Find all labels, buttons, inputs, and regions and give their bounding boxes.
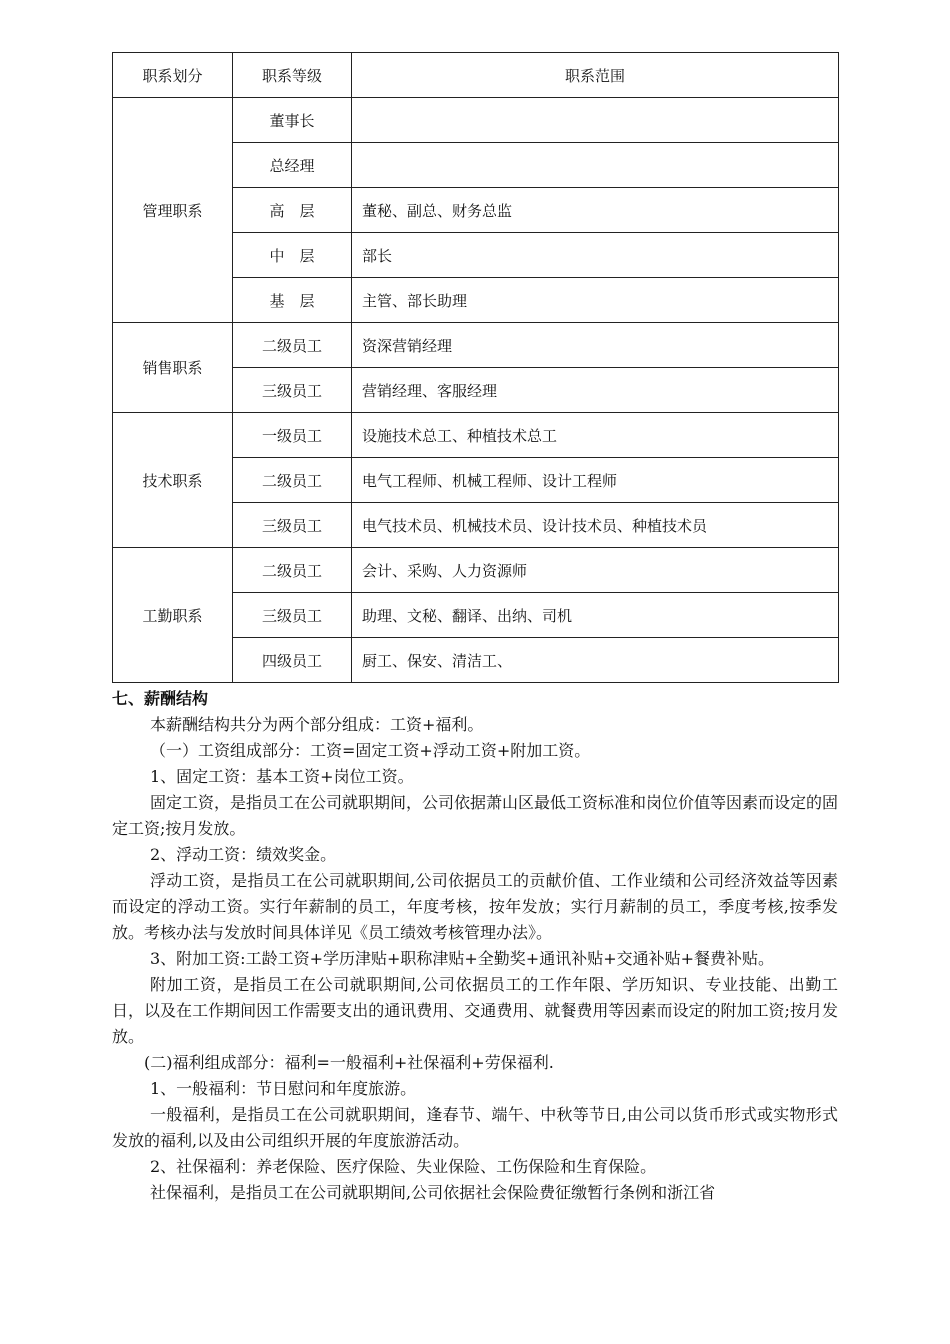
- level-cell: 总经理: [233, 143, 352, 188]
- scope-cell: 资深营销经理: [352, 323, 839, 368]
- division-cell: 工勤职系: [113, 548, 233, 683]
- scope-cell: 助理、文秘、翻译、出纳、司机: [352, 593, 839, 638]
- scope-cell: [352, 143, 839, 188]
- paragraph: 社保福利，是指员工在公司就职期间,公司依据社会保险费征缴暂行条例和浙江省: [150, 1183, 716, 1202]
- table-header-row: [113, 53, 839, 98]
- scope-cell: 部长: [352, 233, 839, 278]
- header-scope: 职系范围: [352, 53, 839, 98]
- header-level: 职系等级: [233, 53, 352, 98]
- table-row: [113, 323, 839, 368]
- paragraph: 1、固定工资：基本工资+岗位工资。: [150, 767, 414, 786]
- scope-cell: 董秘、副总、财务总监: [352, 188, 839, 233]
- paragraph: 固定工资，是指员工在公司就职期间，公司依据萧山区最低工资标准和岗位价值等因素而设定的固定工资;按月发放。: [112, 793, 839, 838]
- level-cell: 四级员工: [233, 638, 352, 683]
- division-cell: 销售职系: [113, 323, 233, 413]
- scope-cell: 主管、部长助理: [352, 278, 839, 323]
- paragraph: 本薪酬结构共分为两个部分组成：工资+福利。: [150, 715, 484, 734]
- paragraph: 2、浮动工资：绩效奖金。: [150, 845, 337, 864]
- table-row: [113, 413, 839, 458]
- header-division: 职系划分: [113, 53, 233, 98]
- scope-cell: 会计、采购、人力资源师: [352, 548, 839, 593]
- scope-cell: 设施技术总工、种植技术总工: [352, 413, 839, 458]
- paragraph: 一般福利，是指员工在公司就职期间，逢春节、端午、中秋等节日,由公司以货币形式或实物形式发放的福利,以及由公司组织开展的年度旅游活动。: [112, 1105, 838, 1150]
- scope-cell: 电气技术员、机械技术员、设计技术员、种植技术员: [352, 503, 839, 548]
- scope-cell: [352, 98, 839, 143]
- level-cell: 二级员工: [233, 458, 352, 503]
- level-cell: 一级员工: [233, 413, 352, 458]
- scope-cell: 厨工、保安、清洁工、: [352, 638, 839, 683]
- level-cell: 三级员工: [233, 503, 352, 548]
- paragraph: 附加工资，是指员工在公司就职期间,公司依据员工的工作年限、学历知识、专业技能、出勤工日，以及在工作期间因工作需要支出的通讯费用、交通费用、就餐费用等因素而设定的附加工资;按月发放。: [112, 975, 838, 1046]
- level-cell: 中 层: [233, 233, 352, 278]
- paragraph: 2、社保福利：养老保险、医疗保险、失业保险、工伤保险和生育保险。: [150, 1157, 657, 1176]
- paragraph: 3、附加工资:工龄工资+学历津贴+职称津贴+全勤奖+通讯补贴+交通补贴+餐费补贴。: [150, 949, 775, 968]
- scope-cell: 营销经理、客服经理: [352, 368, 839, 413]
- level-cell: 三级员工: [233, 593, 352, 638]
- level-cell: 二级员工: [233, 323, 352, 368]
- division-cell: 技术职系: [113, 413, 233, 548]
- level-cell: 董事长: [233, 98, 352, 143]
- table-row: [113, 98, 839, 143]
- level-cell: 高 层: [233, 188, 352, 233]
- scope-cell: 电气工程师、机械工程师、设计工程师: [352, 458, 839, 503]
- section-heading: 七、薪酬结构: [112, 689, 209, 708]
- level-cell: 二级员工: [233, 548, 352, 593]
- job-grade-table: [112, 52, 839, 683]
- division-cell: 管理职系: [113, 98, 233, 323]
- table-row: [113, 548, 839, 593]
- paragraph: 浮动工资，是指员工在公司就职期间,公司依据员工的贡献价值、工作业绩和公司经济效益等因素而设定的浮动工资。实行年薪制的员工，年度考核，按年发放；实行月薪制的员工，季度考核,按季发放。考核办法与发放时间具体详见《员工绩效考核管理办法》。: [112, 871, 838, 942]
- paragraph: (二)福利组成部分：福利=一般福利+社保福利+劳保福利.: [144, 1053, 554, 1072]
- paragraph: （一）工资组成部分：工资=固定工资+浮动工资+附加工资。: [150, 741, 591, 760]
- salary-structure-section: [112, 686, 838, 1206]
- level-cell: 基 层: [233, 278, 352, 323]
- paragraph: 1、一般福利：节日慰问和年度旅游。: [150, 1079, 417, 1098]
- level-cell: 三级员工: [233, 368, 352, 413]
